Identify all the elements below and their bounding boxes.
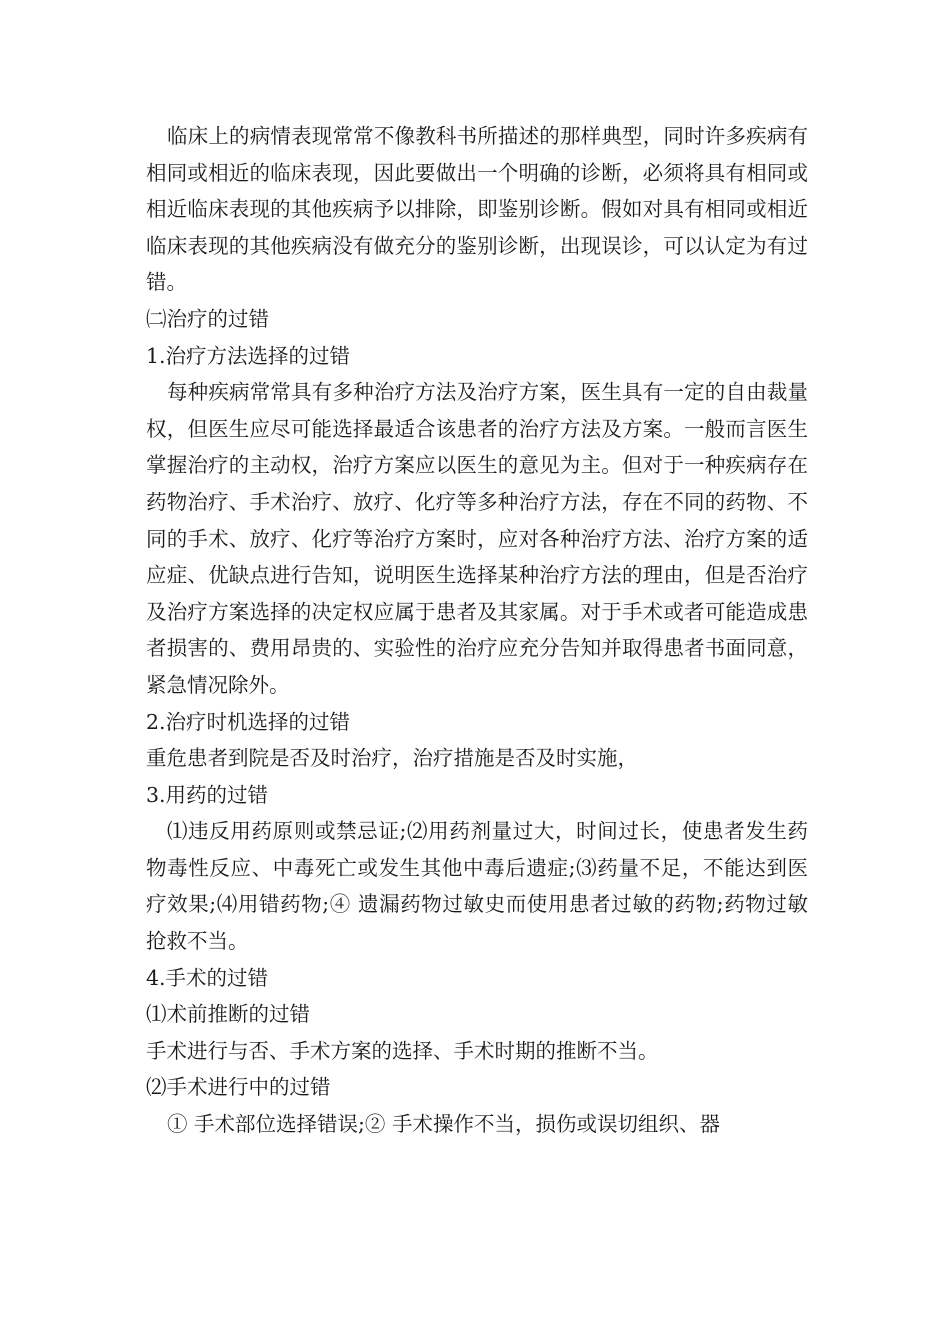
subheading-treatment-method: 1.治疗方法选择的过错	[146, 343, 351, 368]
document-page	[146, 118, 808, 1143]
paragraph-intraoperative: ① 手术部位选择错误;② 手术操作不当，损伤或误切组织、器	[167, 1112, 720, 1137]
paragraph-differential-diagnosis: 临床上的病情表现常常不像教科书所描述的那样典型，同时许多疾病有相同或相近的临床表现，因此要做出一个明确的诊断，必须将具有相同或相近临床表现的其他疾病予以排除，即鉴别诊断。假如对具有相同或相近临床表现的其他疾病没有做充分的鉴别诊断，出现误诊，可以认定为有过错。	[146, 124, 808, 295]
paragraph-preoperative: 手术进行与否、手术方案的选择、手术时期的推断不当。	[146, 1038, 659, 1063]
paragraph-treatment-method: 每种疾病常常具有多种治疗方法及治疗方案，医生具有一定的自由裁量权，但医生应尽可能选择最适合该患者的治疗方法及方案。一般而言医生掌握治疗的主动权，治疗方案应以医生的意见为主。但对于一种疾病存在药物治疗、手术治疗、放疗、化疗等多种治疗方法，存在不同的药物、不同的手术、放疗、化疗等治疗方案时，应对各种治疗方法、治疗方案的适应症、优缺点进行告知，说明医生选择某种治疗方法的理由，但是否治疗及治疗方案选择的决定权应属于患者及其家属。对于手术或者可能造成患者损害的、费用昂贵的、实验性的治疗应充分告知并取得患者书面同意，紧急情况除外。	[146, 380, 808, 697]
subheading-treatment-timing: 2.治疗时机选择的过错	[146, 709, 351, 734]
subheading-surgery: 4.手术的过错	[146, 965, 269, 990]
subheading-preoperative: ⑴术前推断的过错	[146, 1002, 310, 1027]
subheading-intraoperative: ⑵手术进行中的过错	[146, 1075, 331, 1100]
section-heading-treatment-fault: ㈡治疗的过错	[146, 306, 269, 331]
paragraph-medication: ⑴违反用药原则或禁忌证;⑵用药剂量过大，时间过长，使患者发生药物毒性反应、中毒死亡或发生其他中毒后遗症;⑶药量不足，不能达到医疗效果;⑷用错药物;④ 遗漏药物过敏史而使用患者过敏的药物;药物过敏抢救不当。	[146, 819, 808, 954]
paragraph-treatment-timing: 重危患者到院是否及时治疗，治疗措施是否及时实施，	[146, 746, 638, 771]
subheading-medication: 3.用药的过错	[146, 782, 269, 807]
